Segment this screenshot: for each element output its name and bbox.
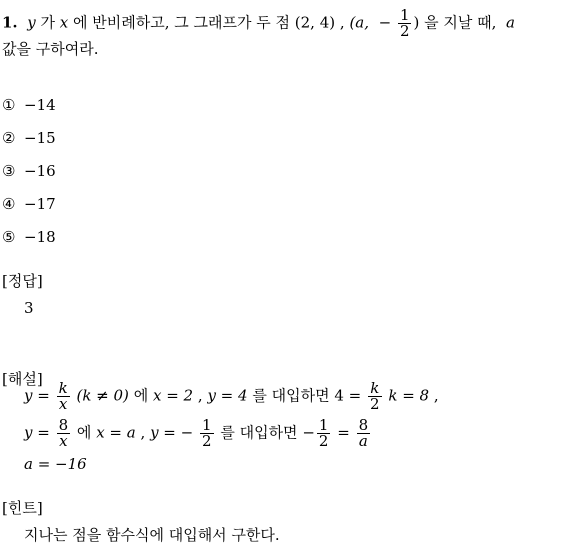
- answer-value: 3: [24, 299, 34, 317]
- choice-5[interactable]: ⑤ −18: [2, 228, 56, 246]
- explanation-label: [해설]: [2, 370, 43, 388]
- fraction-1-2: $\frac{1}{2}$: [399, 6, 410, 40]
- question-line-1: [2, 8, 515, 39]
- text: 에 반비례하고, 그 그래프가 두 점: [73, 13, 290, 32]
- point-1: (2, 4): [294, 13, 336, 32]
- question-line-2: 값을 구하여라.: [2, 40, 99, 58]
- text: 가: [40, 13, 55, 32]
- var-y: y: [27, 13, 36, 32]
- text: ): [413, 13, 420, 32]
- var-x: x: [59, 13, 69, 32]
- explanation-line-3: a = −16: [24, 455, 87, 473]
- text: 을 지날 때,: [424, 13, 497, 32]
- choice-2[interactable]: ② −15: [2, 129, 56, 147]
- answer-label: [정답]: [2, 272, 43, 290]
- point-2-open: (a,: [349, 13, 370, 32]
- choice-1[interactable]: ① −14: [2, 96, 56, 114]
- minus: −: [378, 13, 392, 32]
- hint-text: 지나는 점을 함수식에 대입해서 구한다.: [24, 526, 280, 544]
- hint-label: [힌트]: [2, 499, 43, 517]
- explanation-line-1: y = $\frac{k}{x}$ (k ≠ 0) 에 x = 2 , y = 4 를 대입하면 4 = $\frac{k}{2}$ k = 8 ,: [24, 379, 439, 413]
- explanation-line-2: y = $\frac{8}{x}$ 에 x = a , y = − $\frac{1}{2}$ 를 대입하면 − $\frac{1}{2}$ = $\frac{8}{a}$: [24, 416, 369, 450]
- text: ,: [339, 13, 345, 32]
- question-number: 1.: [2, 13, 18, 32]
- var-a: a: [505, 13, 515, 32]
- choice-4[interactable]: ④ −17: [2, 195, 56, 213]
- choice-3[interactable]: ③ −16: [2, 162, 56, 180]
